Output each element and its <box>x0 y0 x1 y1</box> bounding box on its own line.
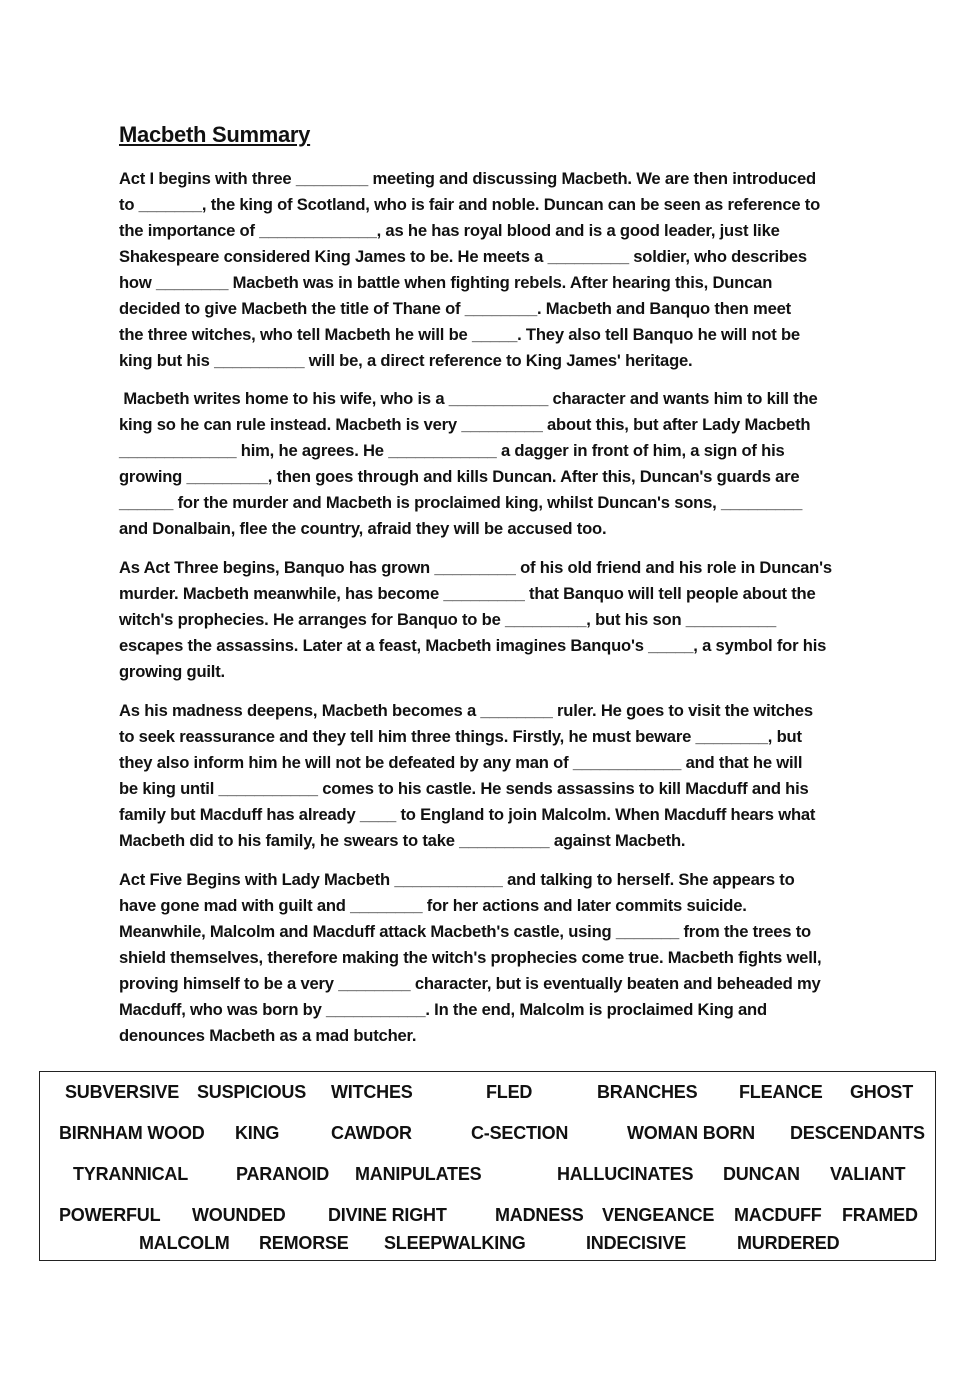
word-bank-item: SUSPICIOUS <box>197 1082 307 1102</box>
word-bank-item: MALCOLM <box>139 1233 230 1253</box>
word-bank-item: GHOST <box>850 1082 914 1102</box>
word-bank <box>39 1071 936 1261</box>
word-bank-item: MANIPULATES <box>355 1164 482 1184</box>
text-line: Act Five Begins with Lady Macbeth ____________ and talking to herself. She appears to <box>119 870 795 889</box>
text-line: murder. Macbeth meanwhile, has become _________ that Banquo will tell people about the <box>119 584 816 603</box>
text-line: to seek reassurance and they tell him three things. Firstly, he must beware ________, but <box>119 727 802 746</box>
text-line: and Donalbain, flee the country, afraid they will be accused too. <box>119 519 607 538</box>
text-line: family but Macduff has already ____ to England to join Malcolm. When Macduff hears what <box>119 805 816 824</box>
paragraph-act-two <box>119 386 869 542</box>
text-line: to _______, the king of Scotland, who is fair and noble. Duncan can be seen as reference to <box>119 195 821 214</box>
word-bank-item: TYRANNICAL <box>73 1164 188 1184</box>
text-line: ______ for the murder and Macbeth is proclaimed king, whilst Duncan's sons, _________ <box>119 493 803 512</box>
word-bank-item: MACDUFF <box>734 1205 822 1225</box>
word-bank-item: MADNESS <box>495 1205 584 1225</box>
word-bank-item: MURDERED <box>737 1233 840 1253</box>
word-bank-item: REMORSE <box>259 1233 349 1253</box>
word-bank-item: INDECISIVE <box>586 1233 687 1253</box>
text-line: the three witches, who tell Macbeth he will be _____. They also tell Banquo he will not be <box>119 325 800 344</box>
text-line: Shakespeare considered King James to be. He meets a _________ soldier, who describes <box>119 247 807 266</box>
text-line: denounces Macbeth as a mad butcher. <box>119 1026 417 1045</box>
text-line: growing _________, then goes through and kills Duncan. After this, Duncan's guards are <box>119 467 800 486</box>
text-line: Act I begins with three ________ meeting and discussing Macbeth. We are then introduced <box>119 169 816 188</box>
text-line: Macbeth did to his family, he swears to take __________ against Macbeth. <box>119 831 686 850</box>
word-bank-item: WOMAN BORN <box>627 1123 755 1143</box>
text-line: witch's prophecies. He arranges for Banquo to be _________, but his son __________ <box>119 610 777 629</box>
word-bank-item: VENGEANCE <box>602 1205 715 1225</box>
word-bank-item: WITCHES <box>331 1082 413 1102</box>
text-line: As his madness deepens, Macbeth becomes a ________ ruler. He goes to visit the witches <box>119 701 813 720</box>
text-line: how ________ Macbeth was in battle when fighting rebels. After hearing this, Duncan <box>119 273 773 292</box>
word-bank-item: FLED <box>486 1082 533 1102</box>
text-line: the importance of _____________, as he has royal blood and is a good leader, just like <box>119 221 780 240</box>
text-line: _____________ him, he agrees. He ____________ a dagger in front of him, a sign of his <box>119 441 785 460</box>
paragraph-act-one <box>119 166 869 374</box>
word-bank-item: SUBVERSIVE <box>65 1082 180 1102</box>
word-bank-item: C-SECTION <box>471 1123 569 1143</box>
word-bank-item: DIVINE RIGHT <box>328 1205 447 1225</box>
word-bank-item: FRAMED <box>842 1205 918 1225</box>
word-bank-item: BRANCHES <box>597 1082 698 1102</box>
word-bank-item: DUNCAN <box>723 1164 800 1184</box>
word-bank-item: WOUNDED <box>192 1205 286 1225</box>
word-bank-item: HALLUCINATES <box>557 1164 694 1184</box>
word-bank-item: KING <box>235 1123 280 1143</box>
text-line: escapes the assassins. Later at a feast, Macbeth imagines Banquo's _____, a symbol for his <box>119 636 827 655</box>
text-line: As Act Three begins, Banquo has grown _________ of his old friend and his role in Duncan's <box>119 558 832 577</box>
text-line: shield themselves, therefore making the witch's prophecies come true. Macbeth fights well, <box>119 948 822 967</box>
paragraph-act-four <box>119 698 869 854</box>
page-title: Macbeth Summary <box>119 122 311 147</box>
text-line: Macbeth writes home to his wife, who is a ___________ character and wants him to kill the <box>119 389 818 408</box>
word-bank-item: VALIANT <box>830 1164 906 1184</box>
text-line: king but his __________ will be, a direct reference to King James' heritage. <box>119 351 693 370</box>
text-line: Meanwhile, Malcolm and Macduff attack Macbeth's castle, using _______ from the trees to <box>119 922 811 941</box>
word-bank-item: DESCENDANTS <box>790 1123 925 1143</box>
word-bank-item: BIRNHAM WOOD <box>59 1123 205 1143</box>
word-bank-item: FLEANCE <box>739 1082 823 1102</box>
word-bank-item: PARANOID <box>236 1164 330 1184</box>
text-line: be king until ___________ comes to his castle. He sends assassins to kill Macduff and his <box>119 779 809 798</box>
word-bank-item: SLEEPWALKING <box>384 1233 526 1253</box>
word-bank-item: POWERFUL <box>59 1205 161 1225</box>
text-line: decided to give Macbeth the title of Thane of ________. Macbeth and Banquo then meet <box>119 299 791 318</box>
text-line: king so he can rule instead. Macbeth is very _________ about this, but after Lady Macbeth <box>119 415 811 434</box>
text-line: they also inform him he will not be defeated by any man of ____________ and that he will <box>119 753 803 772</box>
word-bank-item: CAWDOR <box>331 1123 412 1143</box>
paragraph-act-three <box>119 555 869 685</box>
text-line: proving himself to be a very ________ character, but is eventually beaten and beheaded my <box>119 974 821 993</box>
text-line: Macduff, who was born by ___________. In the end, Malcolm is proclaimed King and <box>119 1000 767 1019</box>
text-line: growing guilt. <box>119 662 225 681</box>
paragraph-act-five <box>119 867 869 1049</box>
text-line: have gone mad with guilt and ________ for her actions and later commits suicide. <box>119 896 747 915</box>
